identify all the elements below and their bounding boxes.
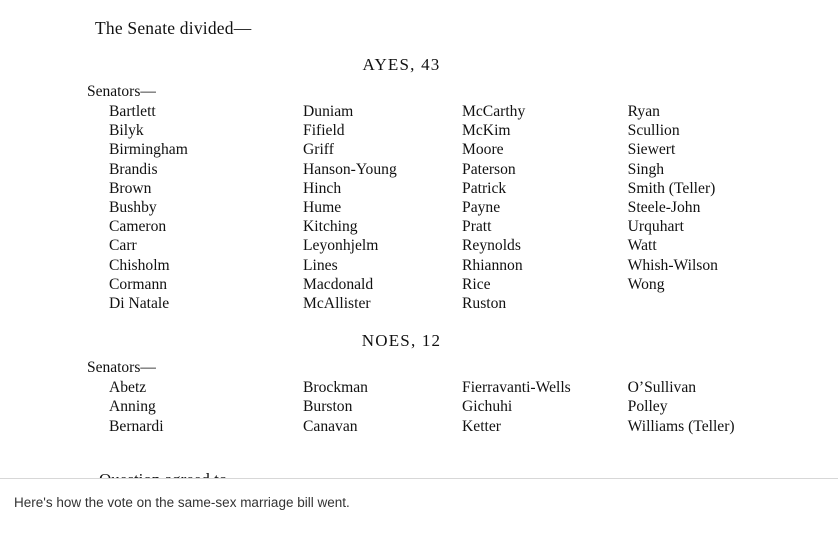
senator-name: Cameron: [109, 218, 167, 236]
senator-name: Steele-John: [627, 199, 701, 217]
senator-name: Watt: [627, 237, 657, 255]
senator-name: Brown: [109, 179, 152, 197]
senator-name: Abetz: [109, 379, 147, 397]
senator-name: Bartlett: [109, 103, 156, 120]
senator-name: Di Natale: [109, 295, 170, 313]
ayes-heading: AYES, 43: [362, 55, 441, 74]
senator-name: Brockman: [303, 379, 368, 397]
ayes-column-4: [628, 102, 798, 313]
senator-name: Siewert: [627, 141, 676, 159]
senator-name: Rhiannon: [462, 256, 523, 274]
image-caption: Here's how the vote on the same-sex marriage bill went.: [14, 495, 350, 510]
senator-name: Williams (Teller): [627, 417, 735, 435]
senate-divided-line: The Senate divided—: [95, 18, 252, 38]
senator-name: Bilyk: [109, 122, 144, 140]
senator-name: Canavan: [303, 417, 358, 435]
senator-name: Burston: [303, 398, 353, 416]
noes-name-grid: [95, 378, 798, 436]
senator-name: Wong: [627, 275, 665, 293]
senator-name: Gichuhi: [462, 398, 513, 416]
senators-label-noes: Senators—: [87, 359, 156, 377]
senator-name: Brandis: [109, 160, 158, 178]
senator-name: Ketter: [462, 417, 501, 435]
senator-name: Duniam: [303, 103, 354, 120]
ayes-column-1: [109, 102, 303, 313]
senator-name: Hinch: [303, 179, 342, 197]
senator-name: Singh: [627, 160, 665, 178]
ayes-column-2: [303, 102, 462, 313]
senator-name: Bushby: [109, 199, 157, 217]
senator-name: McCarthy: [462, 103, 526, 120]
senator-name: Smith (Teller): [627, 179, 716, 197]
senator-name: Ruston: [462, 295, 507, 313]
senator-name: Rice: [462, 275, 491, 293]
senator-name: Pratt: [462, 218, 492, 236]
senator-name: Payne: [462, 199, 501, 217]
senator-name: Fifield: [303, 122, 345, 140]
senator-name: Scullion: [627, 122, 680, 140]
senator-name: Hanson-Young: [303, 160, 397, 178]
senator-name: Bernardi: [109, 417, 164, 435]
senator-name: Carr: [109, 237, 137, 255]
section-spacer: [95, 313, 798, 331]
senator-name: Chisholm: [109, 256, 170, 274]
senator-name: Anning: [109, 398, 156, 416]
noes-column-3: [462, 378, 628, 436]
ayes-column-3: [462, 102, 628, 313]
senator-name: Kitching: [303, 218, 358, 236]
noes-heading: NOES, 12: [361, 331, 442, 351]
senator-name: Polley: [627, 398, 668, 416]
senator-name: McKim: [462, 122, 511, 140]
senator-name: Cormann: [109, 275, 168, 293]
senator-name: Leyonhjelm: [303, 237, 379, 255]
senator-name: Paterson: [462, 160, 516, 178]
senator-name: Hume: [303, 199, 342, 217]
senator-name: Birmingham: [109, 141, 188, 159]
noes-column-1: [109, 378, 303, 436]
senators-label-ayes: Senators—: [87, 83, 156, 100]
senator-name: Moore: [462, 141, 504, 159]
senator-name: Whish-Wilson: [627, 256, 718, 274]
ayes-name-grid: [95, 102, 798, 313]
noes-column-4: [628, 378, 798, 436]
caption-bar: [0, 478, 838, 544]
senator-name: O’Sullivan: [627, 379, 697, 397]
noes-column-2: [303, 378, 462, 436]
senator-name: Fierravanti-Wells: [462, 379, 571, 397]
senator-name: Ryan: [627, 103, 660, 120]
senator-name: Lines: [303, 256, 338, 274]
senator-name: Macdonald: [303, 275, 374, 293]
senator-name: Urquhart: [627, 218, 684, 236]
senator-name: Patrick: [462, 179, 507, 197]
senator-name: Reynolds: [462, 237, 521, 255]
senator-name: Griff: [303, 141, 334, 159]
senator-name: McAllister: [303, 295, 371, 313]
